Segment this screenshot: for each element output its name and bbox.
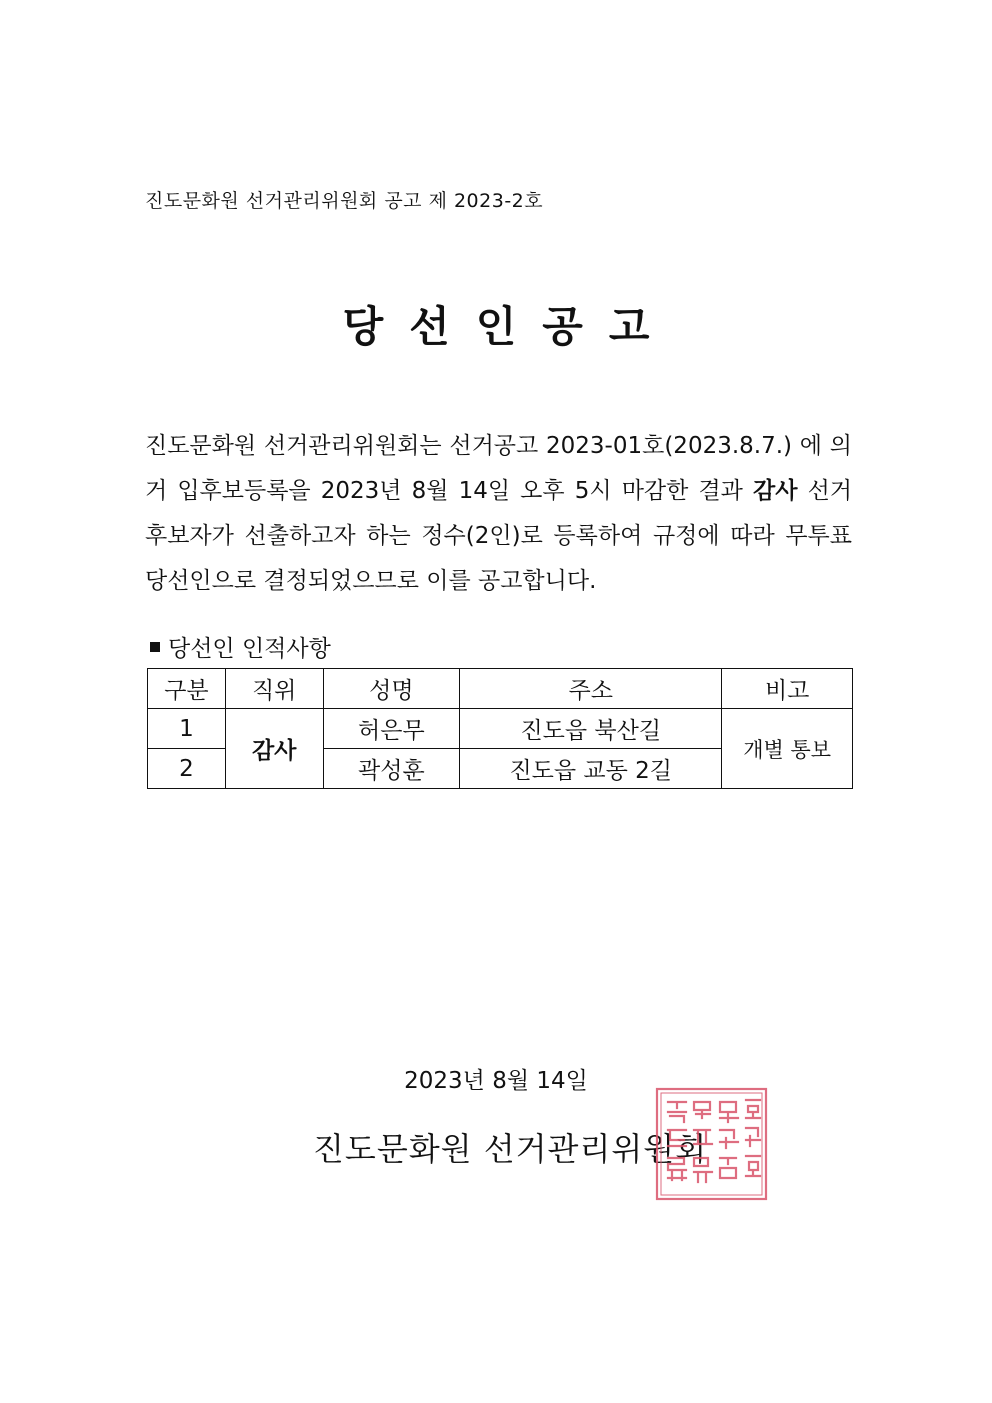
organization-name: 진도문화원 선거관리위원회 <box>313 1130 708 1168</box>
header-address: 주소 <box>460 669 722 709</box>
winner-name: 허은무 <box>323 709 460 749</box>
header-name: 성명 <box>323 669 460 709</box>
body-emphasis-position: 감사 <box>753 478 798 504</box>
body-text-part-2: 선거 후보자가 선출하고자 하는 정수(2인)로 등록하여 규정에 따라 무투표 당선인으로 결정되었으므로 이를 공고합니다. <box>145 478 853 594</box>
body-text-part-1: 진도문화원 선거관리위원회는 선거공고 2023-01호(2023.8.7.) 에 의거 입후보등록을 2023년 8월 14일 오후 5시 마감한 결과 <box>145 433 852 504</box>
winner-address: 진도읍 교동 2길 <box>460 749 722 789</box>
notice-number: 진도문화원 선거관리위원회 공고 제 2023-2호 <box>145 190 544 212</box>
document-title: 당선인공고 <box>342 302 676 351</box>
winner-name: 곽성훈 <box>323 749 460 789</box>
header-category: 구분 <box>148 669 226 709</box>
header-position: 직위 <box>225 669 323 709</box>
row-number: 1 <box>148 709 226 749</box>
announcement-body <box>145 424 852 604</box>
winner-address: 진도읍 북산길 <box>460 709 722 749</box>
winners-table <box>147 668 853 789</box>
table-row <box>148 709 853 749</box>
section-heading <box>150 630 331 663</box>
official-seal-stamp <box>654 1086 769 1202</box>
remark-cell: 개별 통보 <box>722 709 853 789</box>
square-bullet-icon <box>150 642 160 652</box>
section-heading-label: 당선인 인적사항 <box>168 636 331 662</box>
header-remark: 비고 <box>722 669 853 709</box>
position-cell: 감사 <box>225 709 323 789</box>
table-header-row <box>148 669 853 709</box>
announcement-date: 2023년 8월 14일 <box>404 1068 588 1094</box>
row-number: 2 <box>148 749 226 789</box>
